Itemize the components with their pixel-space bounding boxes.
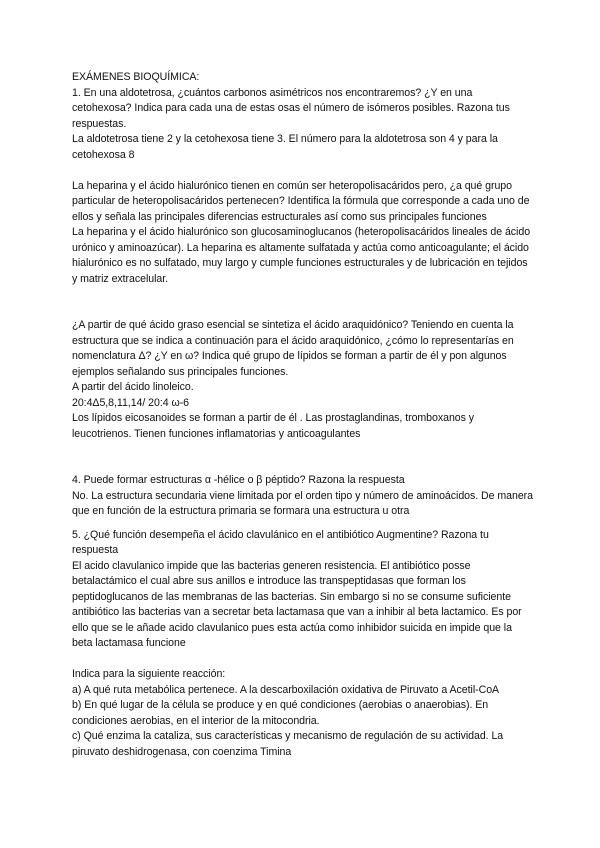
q4-answer: No. La estructura secundaria viene limitada por el orden tipo y número de aminoácidos. De manera que en función de la estructura primaria se formara una estructura u otra — [72, 489, 533, 517]
q3-answer-3: Los lípidos eicosanoides se forman a partir de él . Las prostaglandinas, tromboxanos y leucotrienos. Tienen funciones inflamatorias y anticoagulantes — [72, 412, 475, 440]
q5-answer: El acido clavulanico impide que las bacterias generen resistencia. El antibiótico posse betalactámico el cual abre sus anillos e introduce las transpeptidasas que forman los peptidoglucanos de las membranas de las bacterias. Sin embargo si no se consume suficiente antibiótico las bacterias van a secretar beta lactamasa que van a inhibir al beta lactamico. Es por ello que se le añade acido clavulanico pues esta actúa como inhibidor suicida en impide que la beta lactamasa funcione — [72, 559, 522, 649]
q5-question: 5. ¿Qué función desempeña el ácido clavulánico en el antibiótico Augmentine? Razona tu respuesta — [72, 528, 489, 556]
spacer — [72, 442, 534, 473]
q6-part-a: a) A qué ruta metabólica pertenece. A la descarboxilación oxidativa de Piruvato a Acetil-CoA — [72, 683, 500, 696]
q1-answer: La aldotetrosa tiene 2 y la cetohexosa tiene 3. El número para la aldotetrosa son 4 y para la cetohexosa 8 — [72, 133, 498, 161]
q2-question: La heparina y el ácido hialurónico tienen en común ser heteropolisacáridos pero, ¿a qué grupo particular de heteropolisacáridos pertenecen? Identifica la fórmula que corresponde a cada uno de ellos y señala las principales diferencias estructurales así como sus principales funciones — [72, 179, 530, 223]
q3-answer-2: 20:4Δ5,8,11,14/ 20:4 ω-6 — [72, 396, 190, 409]
q3-question: ¿A partir de qué ácido graso esencial se sintetiza el ácido araquidónico? Teniendo en cuenta la estructura que se indica a continuación para el ácido araquidónico, ¿cómo lo representarías en nomenclatura Δ? ¿Y en ω? Indica qué grupo de lípidos se forman a partir de él y pon algunos ejemplos señalando sus principales funciones. — [72, 319, 514, 378]
q6-part-c: c) Qué enzima la cataliza, sus características y mecanismo de regulación de su actividad. La piruvato deshidrogenasa, con coenzima Timina — [72, 730, 504, 758]
spacer — [72, 163, 534, 179]
q3-answer-1: A partir del ácido linoleico. — [72, 381, 194, 393]
spacer — [72, 652, 534, 668]
q4-question: 4. Puede formar estructuras α -hélice o β péptido? Razona la respuesta — [72, 474, 405, 486]
q6-intro: Indica para la siguiente reacción: — [72, 668, 226, 680]
q2-answer: La heparina y el ácido hialurónico son glucosaminoglucanos (heteropolisacáridos lineales de ácido urónico y aminoazúcar). La heparina es altamente sulfatada y actúa como anticoagulante; el ácido hialurónico es no sulfatado, muy largo y cumple funciones estructurales y de lubricación en tejidos y matriz extracelular. — [72, 226, 531, 285]
document-title: EXÁMENES BIOQUÍMICA: — [72, 71, 200, 83]
spacer — [72, 287, 534, 318]
q1-question: 1. En una aldotetrosa, ¿cuántos carbonos asimétricos nos encontraremos? ¿Y en una cetohexosa? Indica para cada una de estas osas el número de isómeros posibles. Razona tus respuestas. — [72, 86, 510, 130]
spacer — [72, 520, 534, 528]
document-body — [72, 70, 534, 760]
q6-part-b: b) En qué lugar de la célula se produce y en qué condiciones (aerobias o anaerobias). En condiciones aerobias, en el interior de la mitocondria. — [72, 699, 489, 727]
